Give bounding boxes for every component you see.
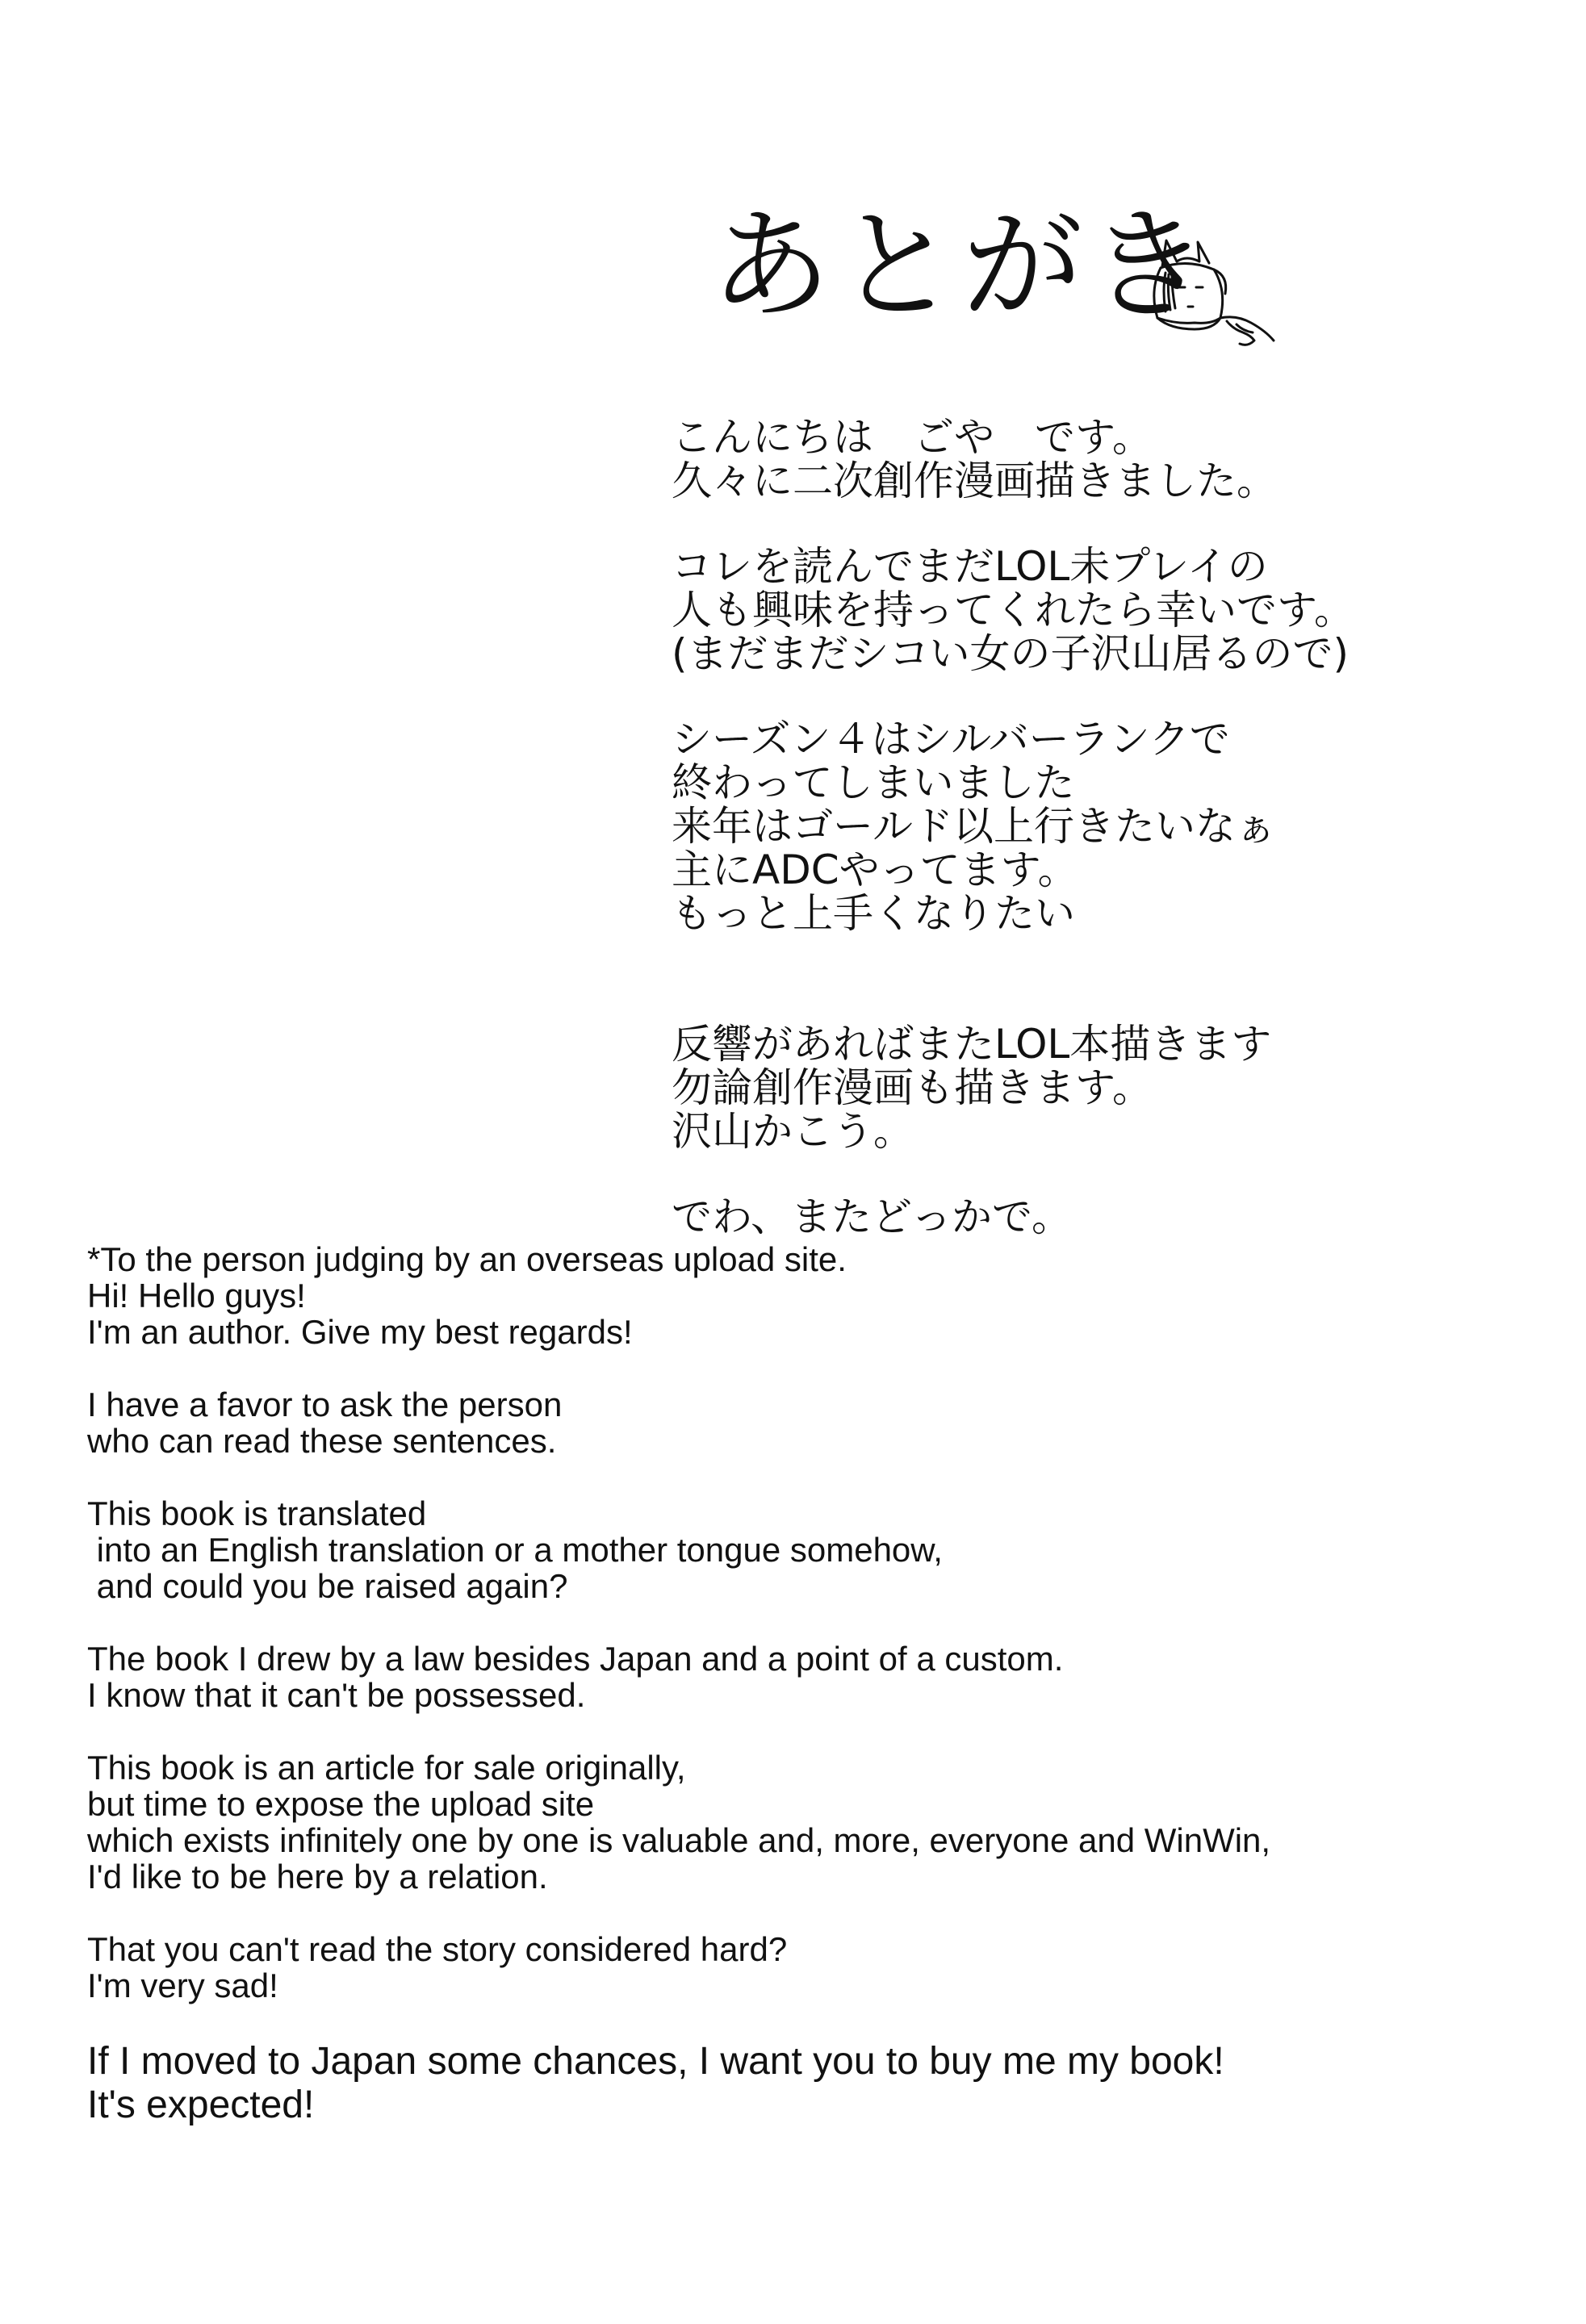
page-title: あとがき — [710, 196, 1215, 336]
jp-line: こんにちは ごや です。 — [672, 414, 1153, 461]
en-line: and could you be raised again? — [87, 1567, 568, 1605]
en-line: That you can't read the story considered hard? — [87, 1930, 788, 1968]
jp-paragraph-greeting — [672, 416, 1559, 503]
jp-line: もっと上手くなりたい — [672, 890, 1075, 937]
en-line: This book is an article for sale originally, — [87, 1749, 686, 1787]
en-line: I know that it can't be possessed. — [87, 1676, 586, 1714]
chibi-girl-doodle-icon — [1130, 234, 1283, 355]
en-line: which exists infinitely one by one is valuable and, more, everyone and WinWin, — [87, 1821, 1271, 1859]
jp-line: でわ、またどっかで。 — [672, 1193, 1072, 1240]
english-message — [87, 1241, 1556, 2163]
en-line: It's expected! — [87, 2084, 315, 2126]
japanese-afterword — [672, 416, 1559, 1281]
en-line: but time to expose the upload site — [87, 1785, 595, 1823]
jp-line: 沢山かこう。 — [672, 1108, 914, 1155]
en-paragraph-translation — [87, 1495, 1556, 1604]
en-paragraph-closing — [87, 2040, 1556, 2127]
jp-line: 勿論創作漫画も描きます。 — [672, 1064, 1153, 1111]
jp-line: 人も興味を持ってくれたら幸いです。 — [672, 587, 1354, 633]
jp-paragraph-farewell — [672, 1195, 1559, 1239]
en-line: *To the person judging by an overseas upload site. — [87, 1240, 847, 1278]
jp-line: 来年はゴールド以上行きたいなぁ — [672, 803, 1276, 850]
en-line: If I moved to Japan some chances, I want you to buy me my book! — [87, 2040, 1224, 2083]
jp-line: 主にADCやってます。 — [672, 846, 1078, 893]
en-line: The book I drew by a law besides Japan and a point of a custom. — [87, 1640, 1064, 1678]
jp-line: 反響があればまたLOL本描きます — [672, 1021, 1272, 1068]
en-line: I'm very sad! — [87, 1967, 278, 2004]
en-line: I'd like to be here by a relation. — [87, 1858, 548, 1896]
en-paragraph-upload — [87, 1749, 1556, 1895]
en-line: I have a favor to ask the person — [87, 1386, 563, 1423]
jp-paragraph-lol-interest — [672, 545, 1559, 675]
jp-paragraph-next-book — [672, 1022, 1559, 1153]
jp-line: シーズン４はシルバーランクで — [672, 716, 1230, 763]
en-paragraph-law — [87, 1641, 1556, 1713]
jp-line: 終わってしまいました — [672, 759, 1075, 806]
jp-paragraph-season — [672, 717, 1559, 935]
en-line: Hi! Hello guys! — [87, 1277, 306, 1315]
jp-line: コレを読んでまだLOL未プレイの — [672, 543, 1268, 590]
en-line: I'm an author. Give my best regards! — [87, 1313, 633, 1351]
jp-line: 久々に二次創作漫画描きました。 — [672, 458, 1277, 504]
en-paragraph-intro — [87, 1241, 1556, 1350]
jp-line: (まだまだシコい女の子沢山居るので) — [672, 630, 1350, 677]
afterword-header — [710, 186, 1291, 371]
en-paragraph-sad — [87, 1931, 1556, 2004]
en-line: This book is translated — [87, 1494, 427, 1532]
en-paragraph-favor — [87, 1386, 1556, 1459]
en-line: into an English translation or a mother tongue somehow, — [87, 1531, 943, 1569]
en-line: who can read these sentences. — [87, 1422, 557, 1460]
